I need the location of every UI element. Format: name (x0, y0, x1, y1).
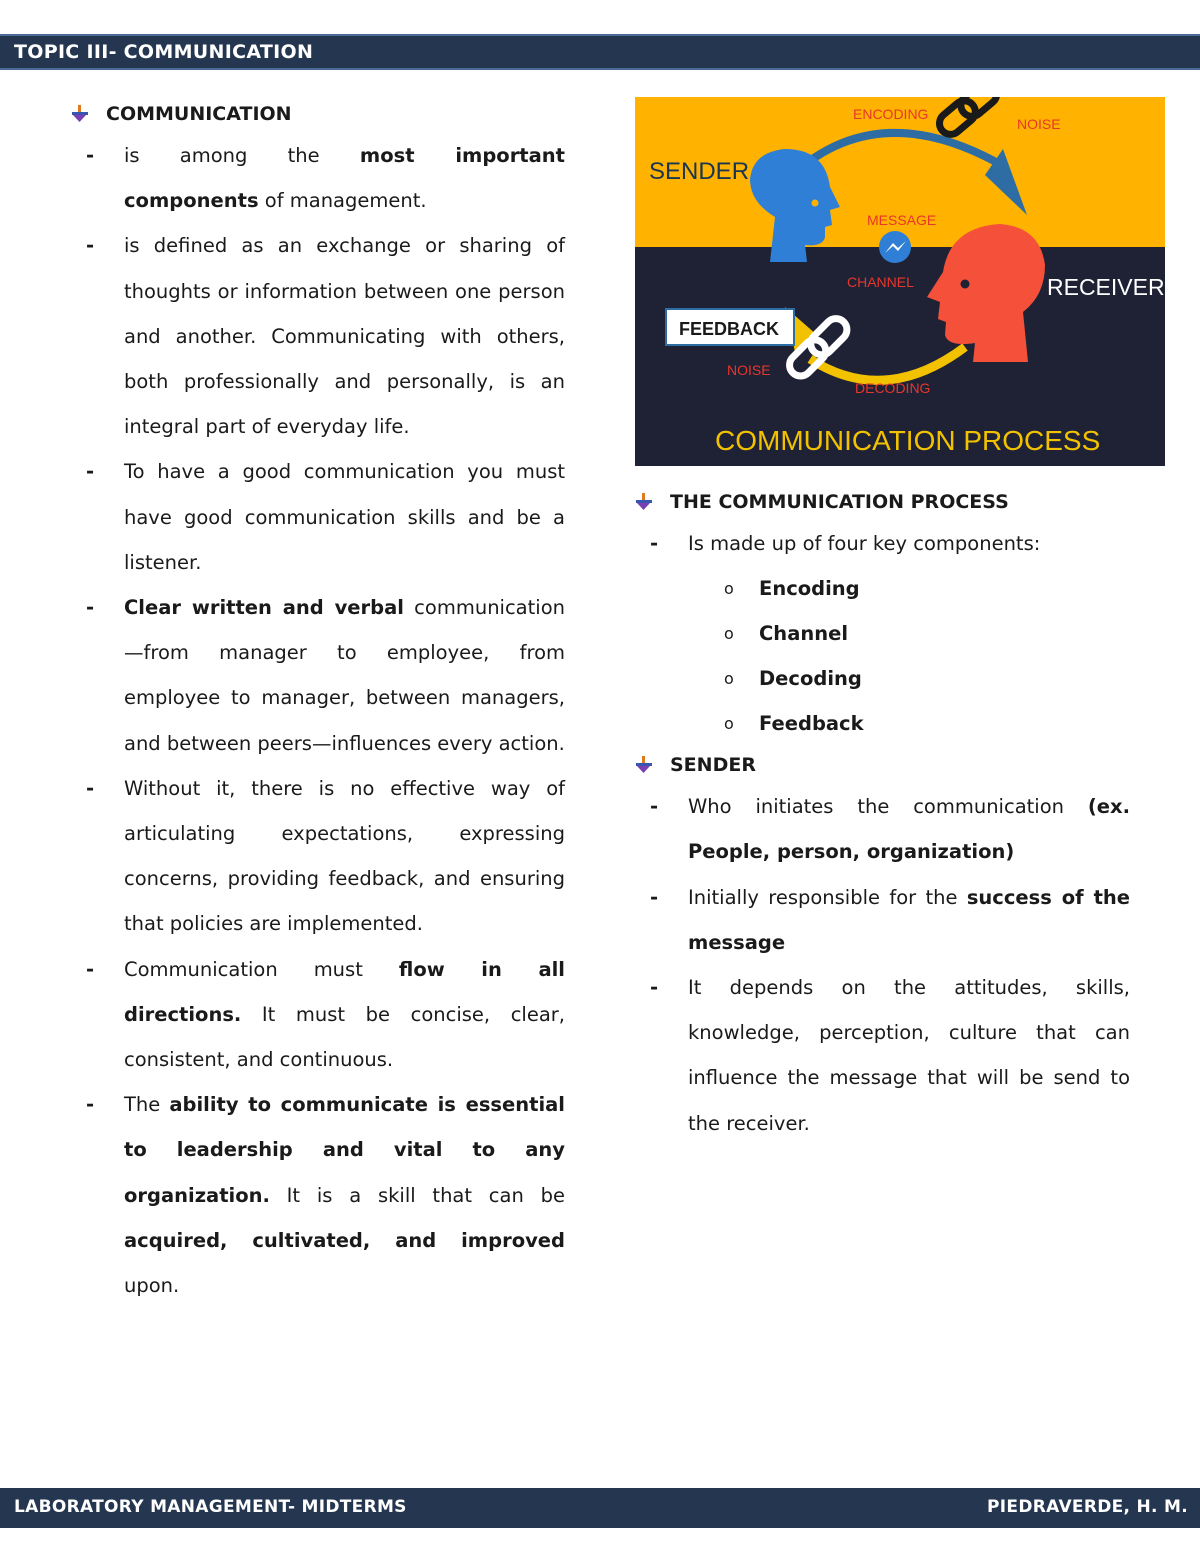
process-heading: THE COMMUNICATION PROCESS (670, 491, 1009, 513)
dash-bullet: - (86, 1093, 95, 1117)
footer-author: PIEDRAVERDE, H. M. (987, 1497, 1188, 1517)
item-text: upon. (124, 1274, 180, 1298)
list-item (634, 521, 1130, 566)
component-label: Decoding (759, 667, 862, 691)
dash-bullet: - (86, 596, 95, 620)
item-text: It depends on the attitudes, skills, knowledge, perception, culture that can influence the message that will be send to the receiver. (688, 976, 1130, 1135)
process-intro: Is made up of four key components: (688, 532, 1041, 555)
component-item (634, 656, 1130, 701)
list-item (70, 766, 565, 947)
arrow-bullet-icon (70, 104, 90, 124)
dash-bullet: - (650, 795, 659, 819)
dash-bullet: - (650, 885, 659, 909)
process-title: COMMUNICATION PROCESS (715, 425, 1101, 456)
section-heading (634, 483, 1130, 521)
circle-bullet: o (724, 714, 734, 734)
dash-bullet: - (650, 976, 659, 1000)
dash-bullet: - (650, 532, 659, 555)
dash-bullet: - (86, 234, 95, 258)
sender-label: SENDER (649, 158, 750, 185)
list-item (70, 449, 565, 585)
item-text: Initially responsible for the (688, 885, 967, 909)
item-text: Clear written and verbal (124, 596, 404, 620)
list-item (634, 875, 1130, 965)
circle-bullet: o (724, 579, 734, 599)
communication-process-figure (635, 97, 1165, 466)
circle-bullet: o (724, 669, 734, 689)
dash-bullet: - (86, 957, 95, 981)
item-text: acquired, cultivated, and improved (124, 1228, 565, 1252)
channel-label: CHANNEL (847, 274, 914, 290)
messenger-icon (879, 231, 911, 263)
item-text: To have a good communication you must have good communication skills and be a listener. (124, 460, 565, 574)
component-label: Channel (759, 622, 849, 646)
arrow-bullet-icon (634, 492, 654, 512)
list-item (70, 947, 565, 1083)
item-text: of management. (258, 189, 427, 213)
item-text: It is a skill that can be (269, 1183, 565, 1207)
footer-course: LABORATORY MANAGEMENT- MIDTERMS (14, 1497, 407, 1517)
component-item (634, 566, 1130, 611)
section-heading (70, 95, 565, 133)
item-text: Without it, there is no effective way of articulating expectations, expressing concerns, providing feedback, and ensuring that policies are implemented. (124, 776, 565, 936)
encoding-label: ENCODING (853, 106, 929, 122)
sender-list (634, 784, 1130, 1146)
receiver-eye (961, 280, 970, 289)
item-text: Communication must (124, 957, 399, 981)
communication-section (70, 95, 565, 1308)
component-item (634, 701, 1130, 746)
arrow-bullet-icon (634, 755, 654, 775)
item-text: flow in all directions. (124, 957, 565, 1026)
list-item (634, 965, 1130, 1146)
page-footer (0, 1488, 1200, 1528)
item-text: (ex. People, person, organization) (688, 795, 1130, 864)
sender-eye (812, 200, 819, 207)
item-text: communication—from manager to employee, from employee to manager, between managers, and between peers—influences every action. (124, 596, 565, 755)
message-label: MESSAGE (867, 212, 937, 228)
component-label: Encoding (759, 577, 860, 601)
components-list (634, 566, 1130, 746)
list-item (70, 133, 565, 223)
item-text: success of the message (688, 885, 1130, 954)
list-item (70, 1082, 565, 1308)
component-label: Feedback (759, 712, 864, 736)
page-title: TOPIC III- COMMUNICATION (14, 41, 314, 63)
receiver-label: RECEIVER (1047, 274, 1165, 300)
component-item (634, 611, 1130, 656)
circle-bullet: o (724, 624, 734, 644)
item-text: is among the (124, 144, 360, 167)
item-text: most important components (124, 144, 565, 213)
item-text: Who initiates the communication (688, 795, 1088, 819)
decoding-label: DECODING (855, 380, 931, 396)
communication-heading: COMMUNICATION (106, 103, 292, 125)
dash-bullet: - (86, 144, 95, 167)
item-text: is defined as an exchange or sharing of thoughts or information between one person and another. Communicating with others, both professionally and personally, is an integral part of everyday life. (124, 234, 565, 439)
feedback-label: FEEDBACK (679, 319, 780, 339)
section-heading (634, 746, 1130, 784)
noise-top-label: NOISE (1017, 116, 1061, 132)
dash-bullet: - (86, 460, 95, 484)
process-diagram (635, 97, 1165, 466)
item-text: ability to communicate is essential to leadership and vital to any organization. (124, 1093, 565, 1207)
item-text: It must be concise, clear, consistent, and continuous. (124, 1002, 565, 1072)
list-item (634, 784, 1130, 874)
item-text: The (124, 1093, 170, 1117)
list-item (70, 585, 565, 766)
list-item (70, 223, 565, 449)
right-column (634, 483, 1130, 1146)
dash-bullet: - (86, 776, 95, 800)
sender-heading: SENDER (670, 754, 756, 777)
page-header (0, 34, 1200, 70)
communication-list (70, 133, 565, 1308)
noise-bottom-label: NOISE (727, 362, 771, 378)
